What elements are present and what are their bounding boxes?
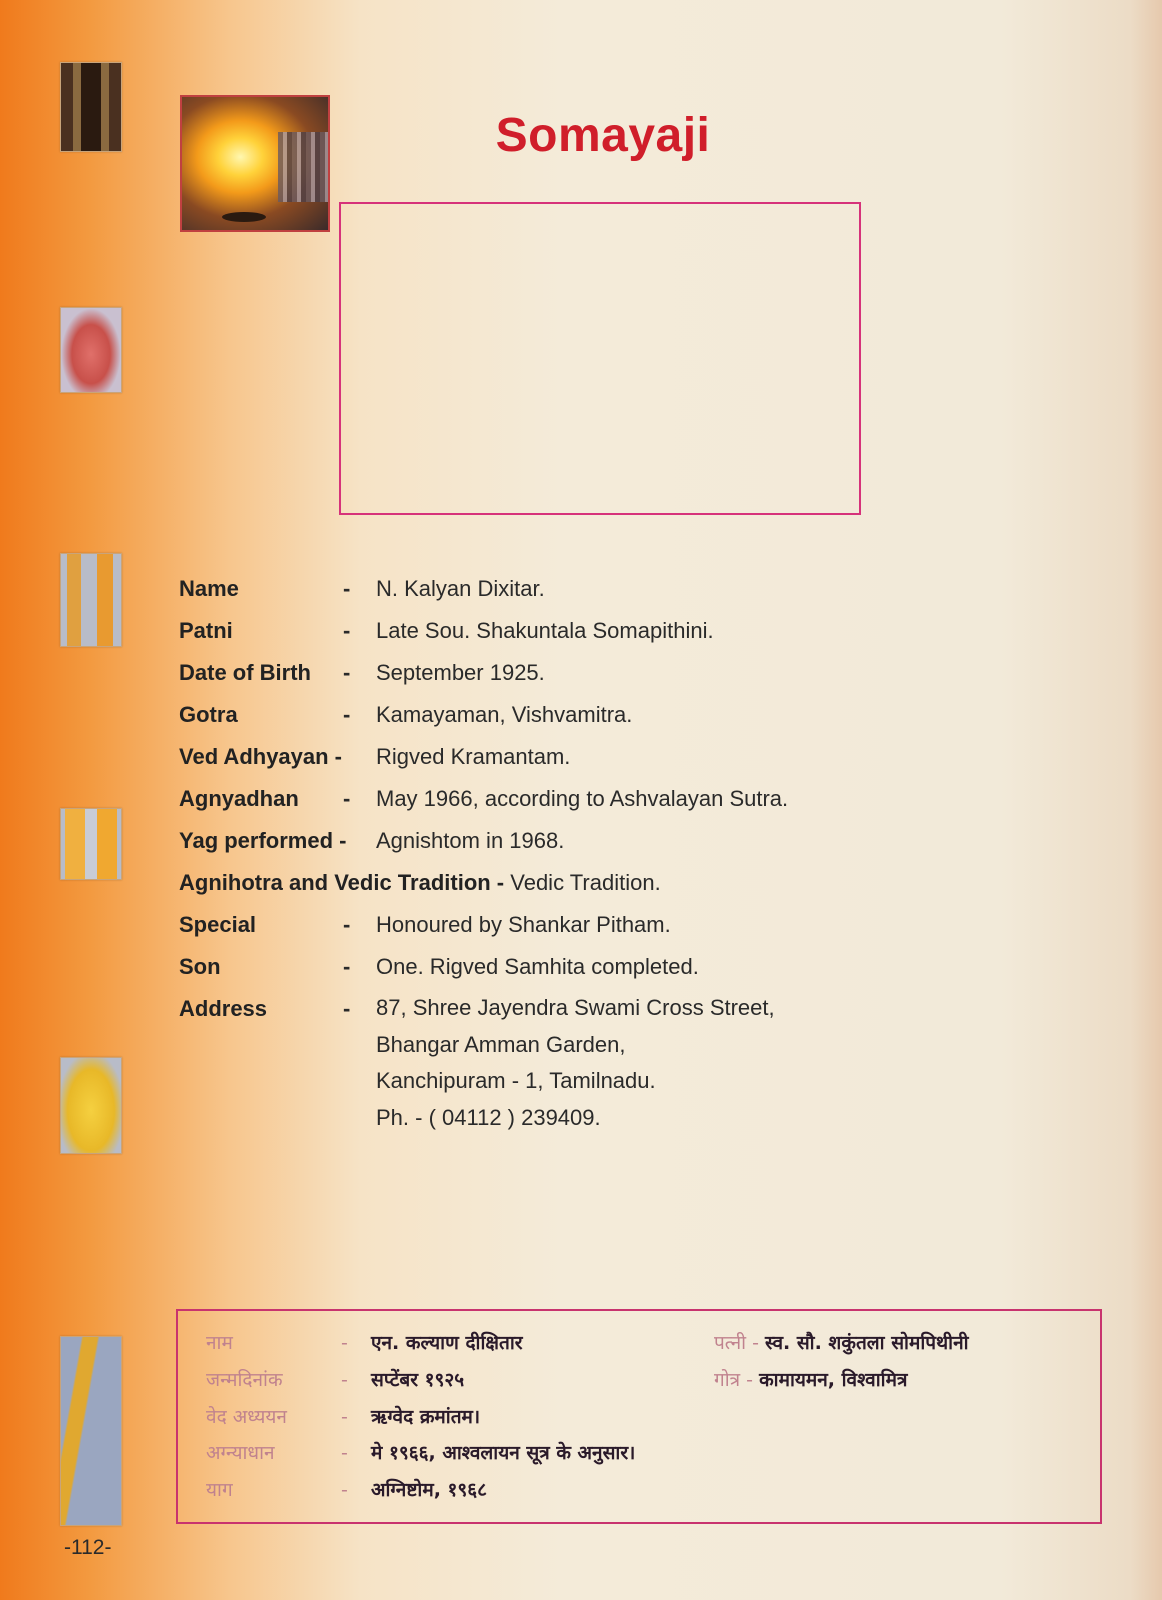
clay-pot-icon xyxy=(60,307,122,393)
wooden-press-icon xyxy=(60,62,122,152)
wooden-spoon-icon xyxy=(60,1336,122,1526)
details-section xyxy=(179,576,1079,1146)
hindi-summary-box xyxy=(176,1309,1102,1524)
page-title: Somayaji xyxy=(495,109,711,162)
detail-row-patni: Patni - Late Sou. Shakuntala Somapithini. xyxy=(179,618,714,643)
detail-row-special: Special - Honoured by Shankar Pitham. xyxy=(179,912,671,937)
detail-row-agnihotra: Agnihotra and Vedic Tradition - Vedic Tradition. xyxy=(179,870,661,895)
fire-ritual-photo xyxy=(180,95,330,232)
detail-row-ved-adhyayan: Ved Adhyayan - Rigved Kramantam. xyxy=(179,744,571,769)
address-lines: 87, Shree Jayendra Swami Cross Street, Bhangar Amman Garden, Kanchipuram - 1, Tamilnadu. Ph. - ( 04112 ) 239409. xyxy=(376,995,775,1130)
hindi-row-ved: वेद अध्ययन - ऋग्वेद क्रमांतम। xyxy=(206,1406,481,1428)
hindi-row-name: नाम - एन. कल्याण दीक्षितार xyxy=(206,1332,523,1354)
wooden-sticks-icon xyxy=(60,553,122,647)
detail-row-address: Address - 87, Shree Jayendra Swami Cross Street, Bhangar Amman Garden, Kanchipuram - 1, Tamilnadu. Ph. - ( 04112 ) 239409. xyxy=(179,996,1079,1146)
detail-row-agnyadhan: Agnyadhan - May 1966, according to Ashvalayan Sutra. xyxy=(179,786,789,811)
hindi-row-gotra: गोत्र - कामायमन, विश्वामित्र xyxy=(714,1369,908,1391)
wooden-blocks-icon xyxy=(60,808,122,880)
detail-row-son: Son - One. Rigved Samhita completed. xyxy=(179,954,699,979)
hindi-row-dob: जन्मदिनांक - सप्टेंबर १९२५ xyxy=(206,1369,465,1391)
detail-row-yag: Yag performed - Agnishtom in 1968. xyxy=(179,828,565,853)
ladle-icon xyxy=(60,1057,122,1154)
portrait-frame xyxy=(339,202,861,515)
page-number: -112- xyxy=(64,1536,112,1559)
hindi-row-patni: पत्नी - स्व. सौ. शकुंतला सोमपिथीनी xyxy=(714,1332,969,1354)
detail-row-dob: Date of Birth - September 1925. xyxy=(179,660,545,685)
hindi-row-agnyadhan: अग्न्याधान - मे १९६६, आश्वलायन सूत्र के अनुसार। xyxy=(206,1442,636,1464)
detail-row-name: Name - N. Kalyan Dixitar. xyxy=(179,576,545,601)
detail-row-gotra: Gotra - Kamayaman, Vishvamitra. xyxy=(179,702,633,727)
hindi-row-yag: याग - अग्निष्टोम, १९६८ xyxy=(206,1479,488,1501)
